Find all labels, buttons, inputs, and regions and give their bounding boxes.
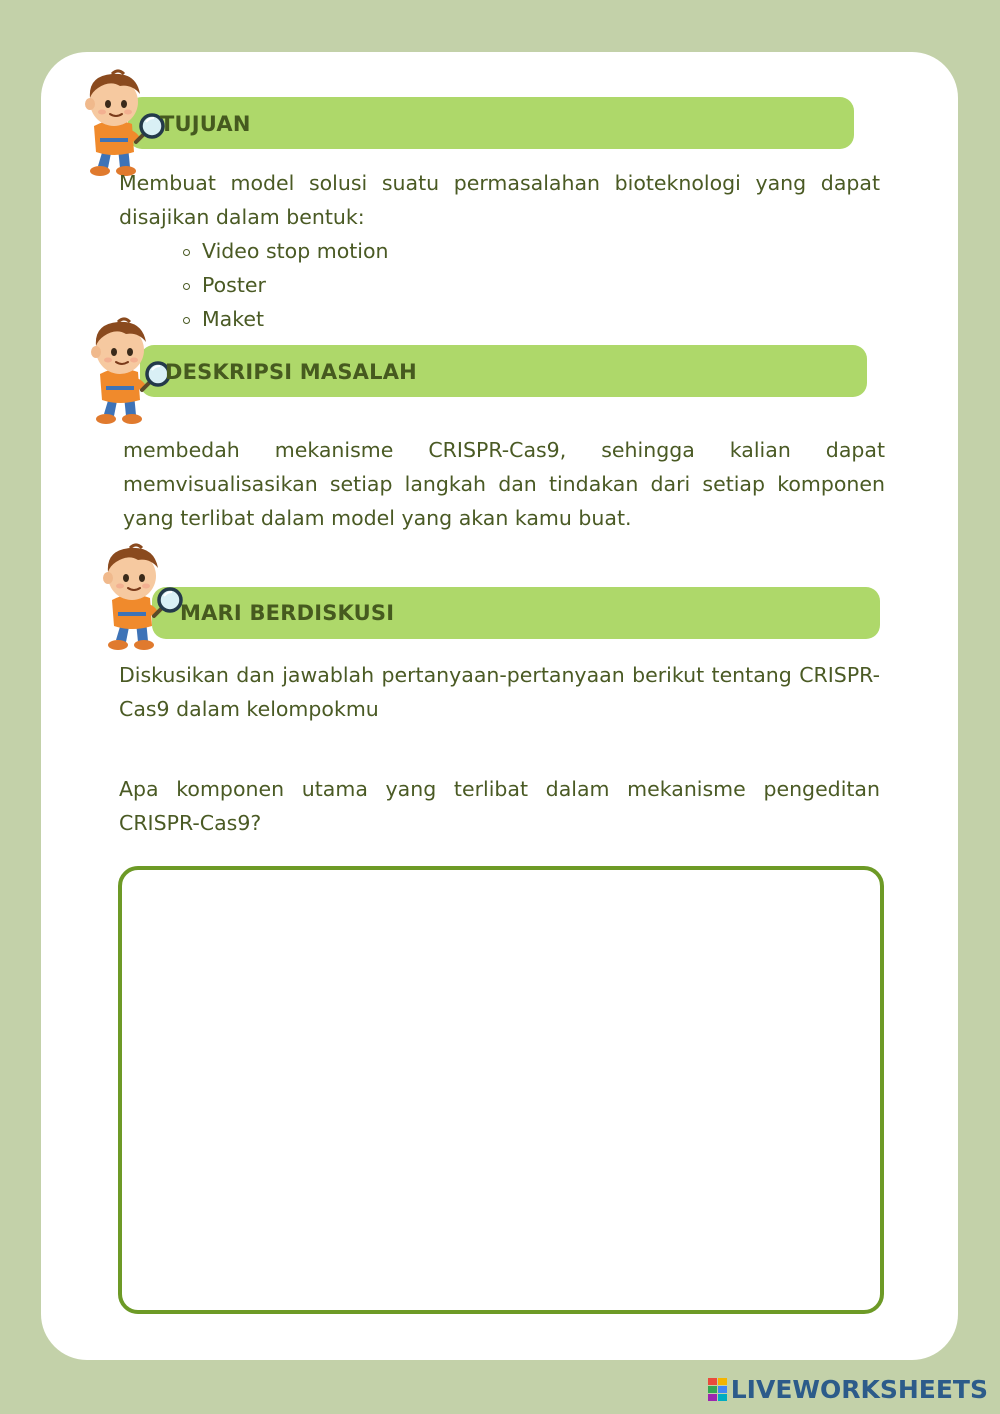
tujuan-bullet-list <box>180 234 389 336</box>
mascot-boy-magnifier-icon <box>92 542 188 654</box>
tujuan-text: Membuat model solusi suatu permasalahan bioteknologi yang dapat disajikan dalam bentuk: <box>119 171 880 229</box>
list-item: Video stop motion <box>180 234 389 268</box>
liveworksheets-logo-icon <box>708 1378 728 1402</box>
deskripsi-text: membedah mekanisme CRISPR-Cas9, sehingga kalian dapat memvisualisasikan setiap langkah dan tindakan dari setiap komponen yang terlibat dalam model yang akan kamu buat. <box>123 438 885 530</box>
section-title-diskusi: MARI BERDISKUSI <box>180 601 395 625</box>
list-item: Poster <box>180 268 389 302</box>
answer-textbox[interactable] <box>118 866 884 1314</box>
liveworksheets-logo-text: LIVEWORKSHEETS <box>730 1375 988 1404</box>
section-title-tujuan: TUJUAN <box>160 112 251 136</box>
section-title-deskripsi: DESKRIPSI MASALAH <box>165 360 417 384</box>
diskusi-question-text: Apa komponen utama yang terlibat dalam mekanisme pengeditan CRISPR-Cas9? <box>119 777 880 835</box>
diskusi-intro-text: Diskusikan dan jawablah pertanyaan-pertanyaan berikut tentang CRISPR-Cas9 dalam kelompokmu <box>119 663 880 721</box>
mascot-boy-magnifier-icon <box>80 316 176 428</box>
mascot-boy-magnifier-icon <box>74 68 170 180</box>
list-item: Maket <box>180 302 389 336</box>
liveworksheets-logo[interactable] <box>708 1375 988 1405</box>
